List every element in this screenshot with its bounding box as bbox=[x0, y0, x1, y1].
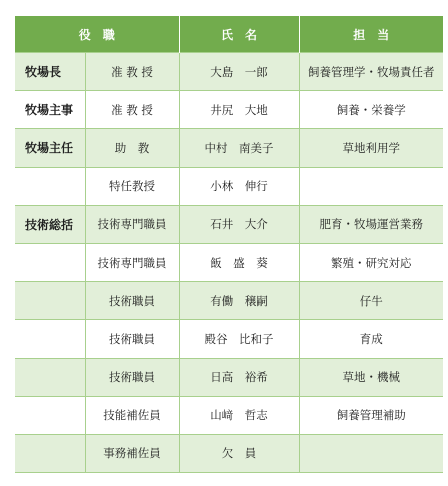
header-name: 氏 名 bbox=[179, 16, 299, 53]
role-cell bbox=[15, 282, 85, 320]
staff-table bbox=[15, 16, 443, 473]
duty-cell: 飼養管理補助 bbox=[299, 396, 443, 434]
role-cell bbox=[15, 243, 85, 281]
name-cell: 山﨑 哲志 bbox=[179, 396, 299, 434]
position-cell: 技能補佐員 bbox=[85, 396, 179, 434]
duty-cell: 肥育・牧場運営業務 bbox=[299, 205, 443, 243]
position-cell: 准 教 授 bbox=[85, 53, 179, 91]
role-cell: 牧場主任 bbox=[15, 129, 85, 167]
position-cell: 助 教 bbox=[85, 129, 179, 167]
position-cell: 事務補佐員 bbox=[85, 434, 179, 472]
role-cell bbox=[15, 358, 85, 396]
role-cell: 牧場主事 bbox=[15, 91, 85, 129]
name-cell: 小林 伸行 bbox=[179, 167, 299, 205]
table-row bbox=[15, 320, 443, 358]
name-cell: 殿谷 比和子 bbox=[179, 320, 299, 358]
duty-cell: 飼養・栄養学 bbox=[299, 91, 443, 129]
duty-cell bbox=[299, 167, 443, 205]
header-duty: 担 当 bbox=[299, 16, 443, 53]
role-cell: 牧場長 bbox=[15, 53, 85, 91]
table-row bbox=[15, 167, 443, 205]
role-cell bbox=[15, 434, 85, 472]
table-row bbox=[15, 205, 443, 243]
table-row bbox=[15, 243, 443, 281]
duty-cell: 草地・機械 bbox=[299, 358, 443, 396]
table-header-row bbox=[15, 16, 443, 53]
name-cell: 有働 穣嗣 bbox=[179, 282, 299, 320]
duty-cell: 仔牛 bbox=[299, 282, 443, 320]
table-row bbox=[15, 434, 443, 472]
role-cell bbox=[15, 167, 85, 205]
table-row bbox=[15, 129, 443, 167]
table-row bbox=[15, 53, 443, 91]
table-row bbox=[15, 282, 443, 320]
name-cell: 石井 大介 bbox=[179, 205, 299, 243]
name-cell: 欠 員 bbox=[179, 434, 299, 472]
role-cell: 技術総括 bbox=[15, 205, 85, 243]
position-cell: 特任教授 bbox=[85, 167, 179, 205]
table-row bbox=[15, 358, 443, 396]
duty-cell: 育成 bbox=[299, 320, 443, 358]
role-cell bbox=[15, 320, 85, 358]
position-cell: 技術職員 bbox=[85, 282, 179, 320]
position-cell: 技術専門職員 bbox=[85, 243, 179, 281]
position-cell: 技術専門職員 bbox=[85, 205, 179, 243]
table-row bbox=[15, 91, 443, 129]
duty-cell: 繁殖・研究対応 bbox=[299, 243, 443, 281]
name-cell: 大島 一郎 bbox=[179, 53, 299, 91]
duty-cell: 草地利用学 bbox=[299, 129, 443, 167]
role-cell bbox=[15, 396, 85, 434]
name-cell: 井尻 大地 bbox=[179, 91, 299, 129]
position-cell: 技術職員 bbox=[85, 358, 179, 396]
name-cell: 中村 南美子 bbox=[179, 129, 299, 167]
position-cell: 技術職員 bbox=[85, 320, 179, 358]
header-position: 役 職 bbox=[15, 16, 179, 53]
name-cell: 飯 盛 葵 bbox=[179, 243, 299, 281]
position-cell: 准 教 授 bbox=[85, 91, 179, 129]
duty-cell bbox=[299, 434, 443, 472]
duty-cell: 飼養管理学・牧場責任者 bbox=[299, 53, 443, 91]
table-row bbox=[15, 396, 443, 434]
name-cell: 日高 裕希 bbox=[179, 358, 299, 396]
